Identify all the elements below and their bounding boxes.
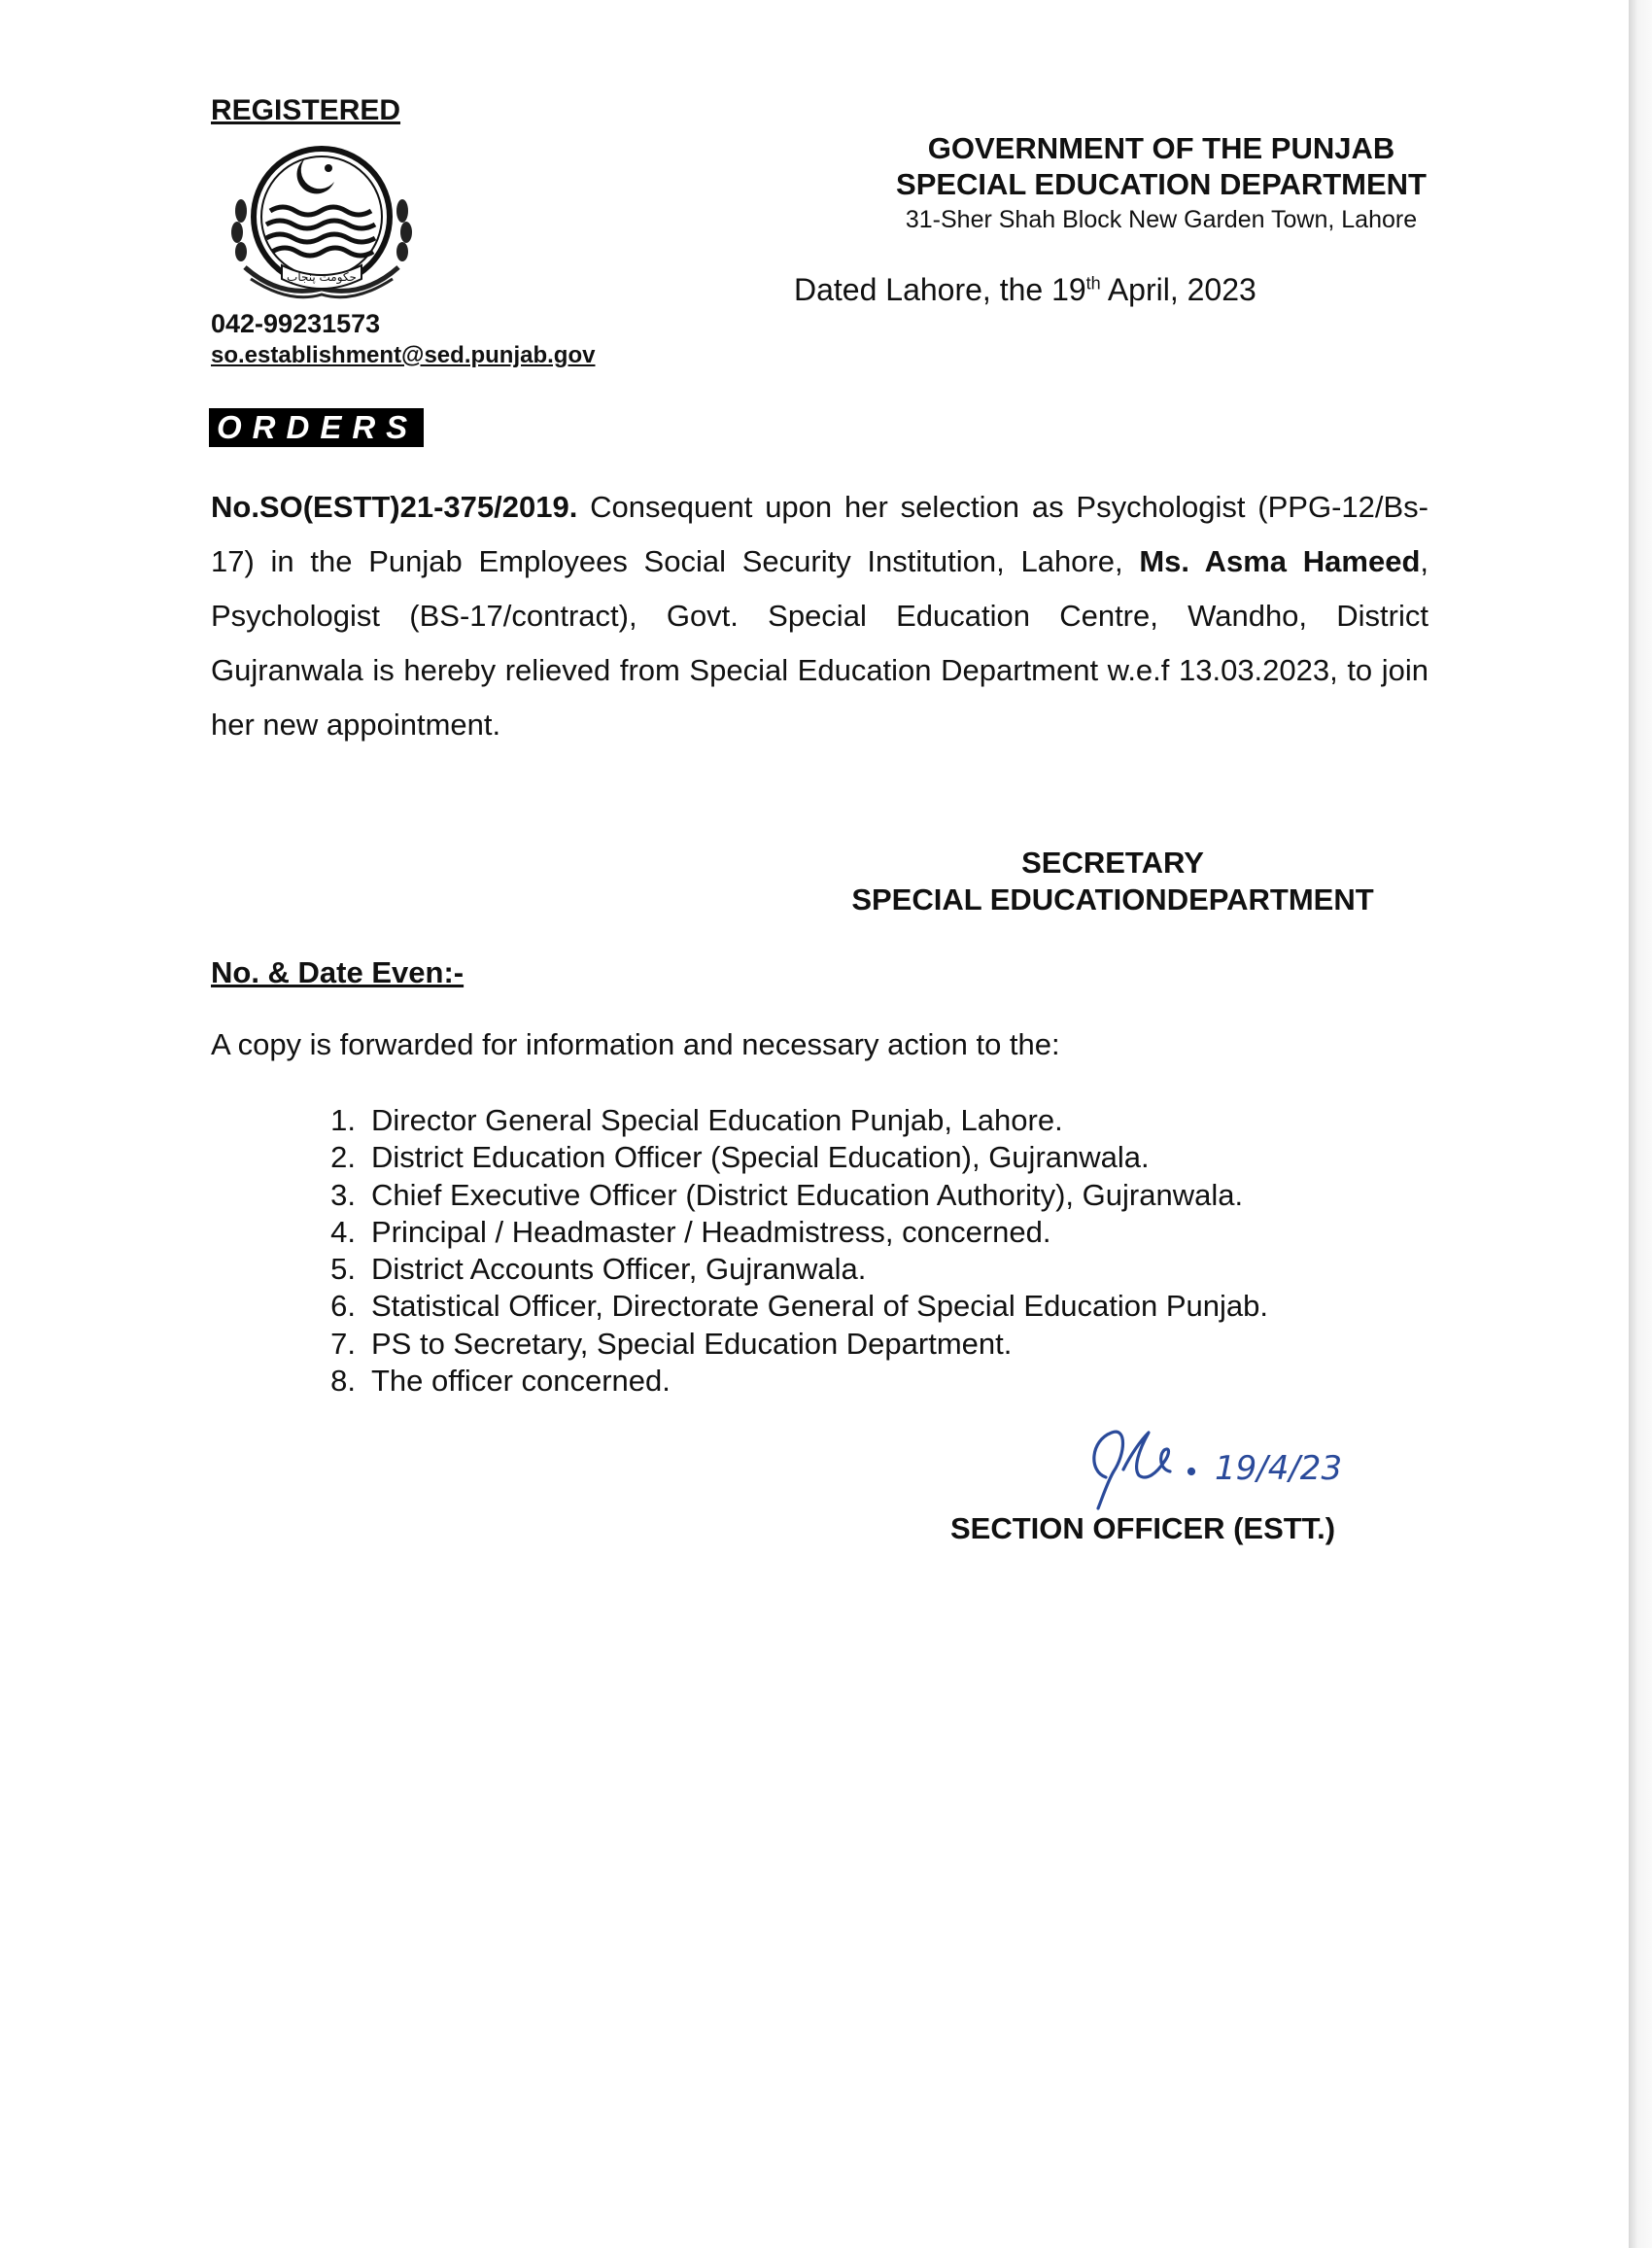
list-item [292, 1139, 1268, 1176]
signature-date: 19/4/23 [1215, 1449, 1343, 1488]
list-item-text: PS to Secretary, Special Education Department. [371, 1326, 1013, 1361]
list-item [292, 1326, 1268, 1363]
list-item-number: 1. [330, 1103, 356, 1137]
list-item-number: 7. [330, 1326, 356, 1361]
list-item-number: 5. [330, 1252, 356, 1287]
list-item-number: 3. [330, 1177, 356, 1212]
dated-ordinal: th [1085, 273, 1101, 294]
list-item-text: Director General Special Education Punjab, Lahore. [371, 1103, 1063, 1137]
order-paragraph [211, 480, 1428, 752]
list-item [292, 1214, 1268, 1251]
list-item [292, 1251, 1268, 1288]
secretary-department: SPECIAL EDUCATIONDEPARTMENT [851, 882, 1374, 916]
order-number: No.SO(ESTT)21-375/2019. [211, 490, 578, 524]
list-item [292, 1363, 1268, 1400]
section-officer-title: SECTION OFFICER (ESTT.) [950, 1511, 1336, 1545]
list-item-text: District Education Officer (Special Education), Gujranwala. [371, 1140, 1150, 1175]
list-item [292, 1177, 1268, 1214]
list-item-number: 2. [330, 1140, 356, 1175]
list-item-text: District Accounts Officer, Gujranwala. [371, 1252, 867, 1287]
list-item-number: 4. [330, 1214, 356, 1249]
dated-line [794, 272, 1256, 308]
page-edge [1629, 0, 1652, 2248]
government-title: GOVERNMENT OF THE PUNJAB [927, 131, 1395, 165]
list-item [292, 1288, 1268, 1325]
copy-recipient-list [292, 1102, 1268, 1400]
employee-name: Ms. Asma Hameed [1139, 544, 1421, 578]
list-item-text: Principal / Headmaster / Headmistress, concerned. [371, 1214, 1051, 1249]
list-item-text: Statistical Officer, Directorate General of Special Education Punjab. [371, 1289, 1269, 1324]
order-text-part2: , Psychologist (BS-17/contract), Govt. Special Education Centre, Wandho, District Gujranwala is hereby relieved from Special Education Department w.e.f 13.03.2023, to join her new appointment. [211, 544, 1428, 742]
list-item-number: 8. [330, 1364, 356, 1399]
orders-heading: ORDERS [209, 408, 424, 447]
dated-prefix: Dated Lahore, the 19 [794, 272, 1086, 307]
copy-intro: A copy is forwarded for information and necessary action to the: [211, 1027, 1060, 1061]
svg-text:حکومت پنجاب: حکومت پنجاب [287, 270, 357, 284]
phone-number: 042-99231573 [211, 309, 381, 338]
list-item-text: The officer concerned. [371, 1364, 671, 1399]
dated-suffix: April, 2023 [1100, 272, 1256, 307]
department-address: 31-Sher Shah Block New Garden Town, Lahore [905, 206, 1418, 233]
list-item [292, 1102, 1268, 1139]
list-item-text: Chief Executive Officer (District Education Authority), Gujranwala. [371, 1177, 1244, 1212]
registered-label: REGISTERED [211, 94, 401, 126]
copy-heading: No. & Date Even:- [211, 955, 465, 989]
department-title: SPECIAL EDUCATION DEPARTMENT [896, 167, 1427, 201]
handwritten-signature [1069, 1411, 1360, 1518]
list-item-number: 6. [330, 1289, 356, 1324]
email-link[interactable]: so.establishment@sed.punjab.gov [211, 342, 596, 368]
order-text-part1: Consequent upon her selection as Psychologist (PPG-12/Bs-17) in the Punjab Employees Social Security Institution, Lahore, [211, 490, 1428, 578]
punjab-emblem-logo [222, 143, 422, 304]
secretary-title: SECRETARY [1021, 846, 1204, 880]
